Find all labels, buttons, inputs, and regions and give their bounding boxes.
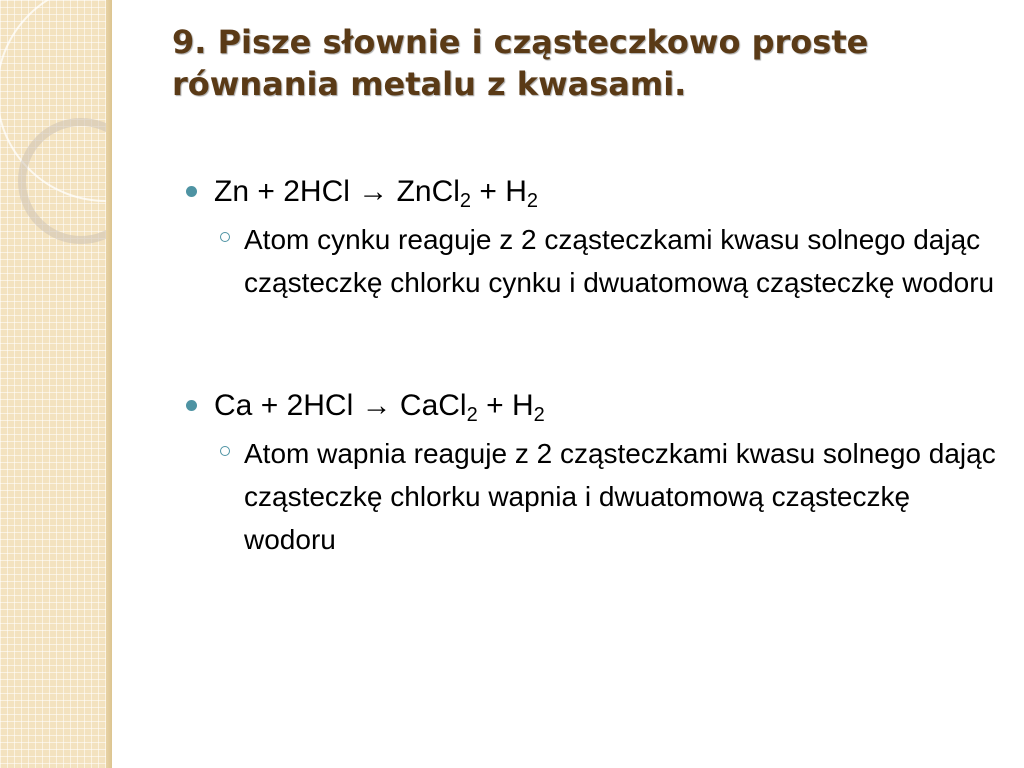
reaction-group-calcium [180,386,1000,561]
product: ZnCl [396,175,460,208]
reaction-arrow: → [353,389,400,422]
plus-sign: + [252,389,287,422]
reactant: Ca [214,389,253,422]
description-bullet [180,432,1000,561]
bullet-dot-icon [186,400,197,411]
slide-content [180,172,1000,561]
reaction-description: Atom cynku reaguje z 2 cząsteczkami kwasu solnego dając cząsteczkę chlorku cynku i dwuatomową cząsteczkę wodoru [244,224,995,298]
product: H [511,389,534,422]
reaction-group-zinc [180,172,1000,304]
slide-title [172,22,992,105]
reaction-description: Atom wapnia reaguje z 2 cząsteczkami kwasu solnego dając cząsteczkę chlorku wapnia i dwuatomową cząsteczkę wodoru [244,438,996,555]
equation-bullet [180,386,1000,426]
reactant: 2HCl [286,389,354,422]
reaction-arrow: → [349,175,397,208]
side-panel-edge [106,0,112,768]
equation-bullet [180,172,1000,212]
subscript: 2 [466,404,478,426]
decorative-side-panel [0,0,112,768]
subscript: 2 [459,190,472,212]
ring-bullet-icon [220,446,230,456]
plus-sign: + [477,389,512,422]
subscript: 2 [526,190,539,212]
product: CaCl [399,389,467,422]
product: H [505,175,527,208]
reactant: Zn [214,175,250,208]
subscript: 2 [533,404,545,426]
ring-bullet-icon [220,232,230,242]
plus-sign: + [249,175,284,208]
reactant: 2HCl [283,175,350,208]
slide-title-line-1: 9. Pisze słownie i cząsteczkowo proste [172,23,869,61]
plus-sign: + [471,175,506,208]
slide-title-line-2: równania metalu z kwasami. [172,64,687,103]
bullet-dot-icon [186,186,197,197]
description-bullet [180,218,1000,304]
